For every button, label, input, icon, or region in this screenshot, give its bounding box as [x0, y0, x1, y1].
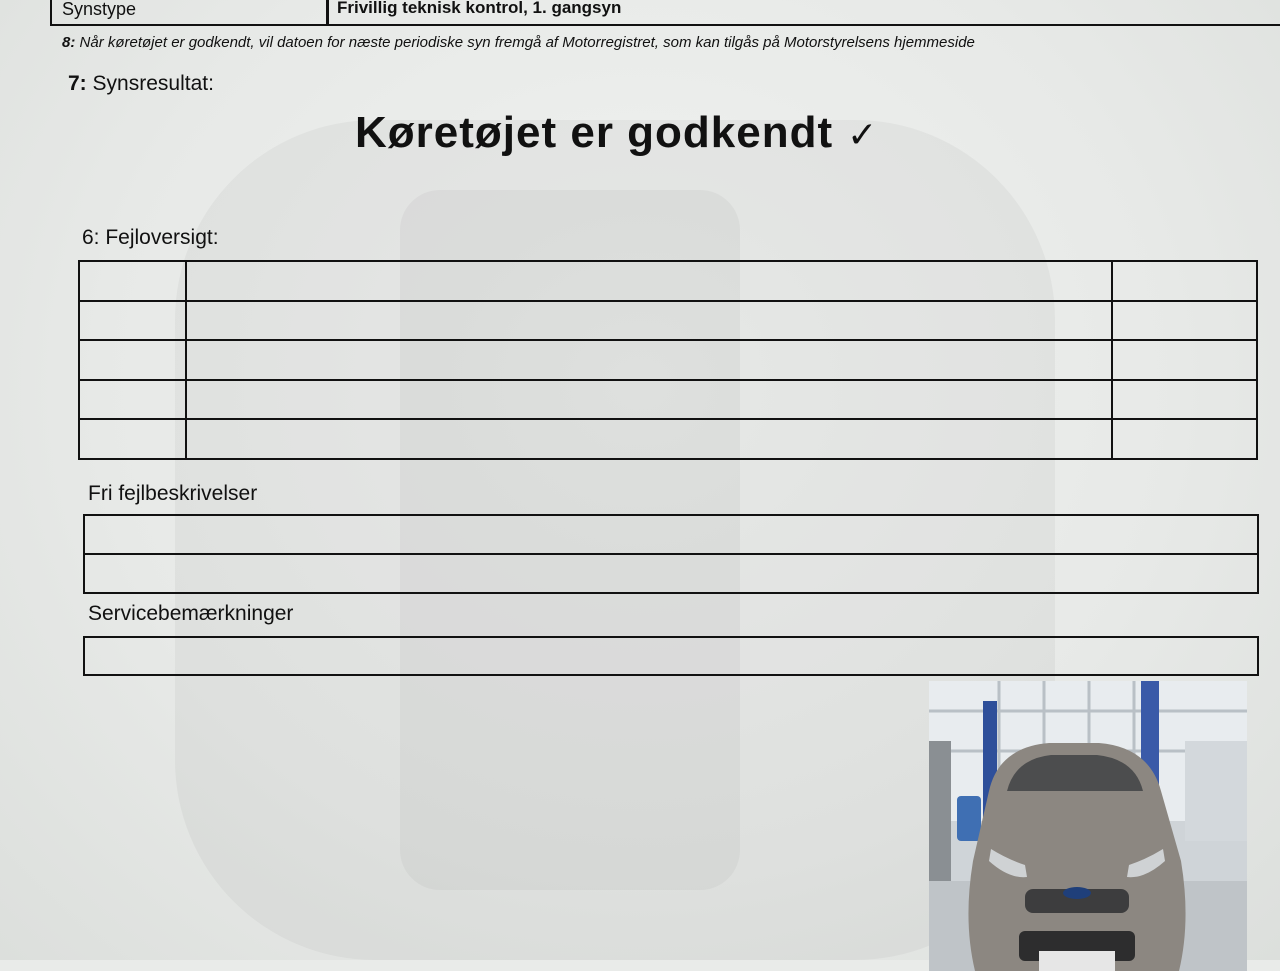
fejloversigt-heading: 6: Fejloversigt: [82, 226, 219, 249]
servicebemaerkninger-table [83, 636, 1259, 676]
checkmark-icon: ✓ [847, 114, 879, 155]
fejloversigt-row [79, 340, 1257, 380]
table-cell [79, 261, 186, 301]
car-photo [929, 681, 1247, 971]
note-number: 8: [62, 34, 76, 51]
table-cell [1112, 380, 1257, 420]
servicebemaerkninger-heading: Servicebemærkninger [88, 602, 294, 625]
fri-fejlbeskrivelser-row [84, 515, 1258, 554]
table-cell [84, 515, 1258, 554]
note-text: Når køretøjet er godkendt, vil datoen for næste periodiske syn fremgå af Motorregistret, som kan tilgås på Motorstyrelsens hjemmeside [79, 34, 975, 51]
car-on-lift-image [929, 681, 1247, 971]
table-cell [1112, 301, 1257, 341]
table-cell [84, 554, 1258, 593]
synstype-label: Synstype [52, 0, 329, 24]
table-cell [186, 261, 1112, 301]
result-title [355, 108, 878, 158]
fri-fejlbeskrivelser-heading: Fri fejlbeskrivelser [88, 482, 258, 505]
table-cell [186, 340, 1112, 380]
fejloversigt-table [78, 260, 1258, 460]
table-cell [186, 301, 1112, 341]
table-cell [79, 301, 186, 341]
fri-fejlbeskrivelser-table [83, 514, 1259, 594]
note-8 [62, 34, 975, 51]
synstype-row [50, 0, 1280, 26]
table-cell [1112, 419, 1257, 459]
table-cell [79, 380, 186, 420]
table-cell [79, 419, 186, 459]
table-cell [1112, 261, 1257, 301]
fejloversigt-row [79, 380, 1257, 420]
table-cell [186, 419, 1112, 459]
synstype-value: Frivillig teknisk kontrol, 1. gangsyn [337, 0, 622, 17]
fejloversigt-row [79, 301, 1257, 341]
fri-fejlbeskrivelser-row [84, 554, 1258, 593]
table-cell [84, 637, 1258, 675]
table-cell [186, 380, 1112, 420]
section-7-label: Synsresultat: [92, 72, 214, 95]
synsresultat-heading [68, 72, 214, 96]
table-cell [79, 340, 186, 380]
result-text: Køretøjet er godkendt [355, 108, 834, 157]
fejloversigt-row [79, 261, 1257, 301]
table-cell [1112, 340, 1257, 380]
fejloversigt-row [79, 419, 1257, 459]
servicebemaerkninger-row [84, 637, 1258, 675]
section-7-number: 7: [68, 72, 87, 95]
